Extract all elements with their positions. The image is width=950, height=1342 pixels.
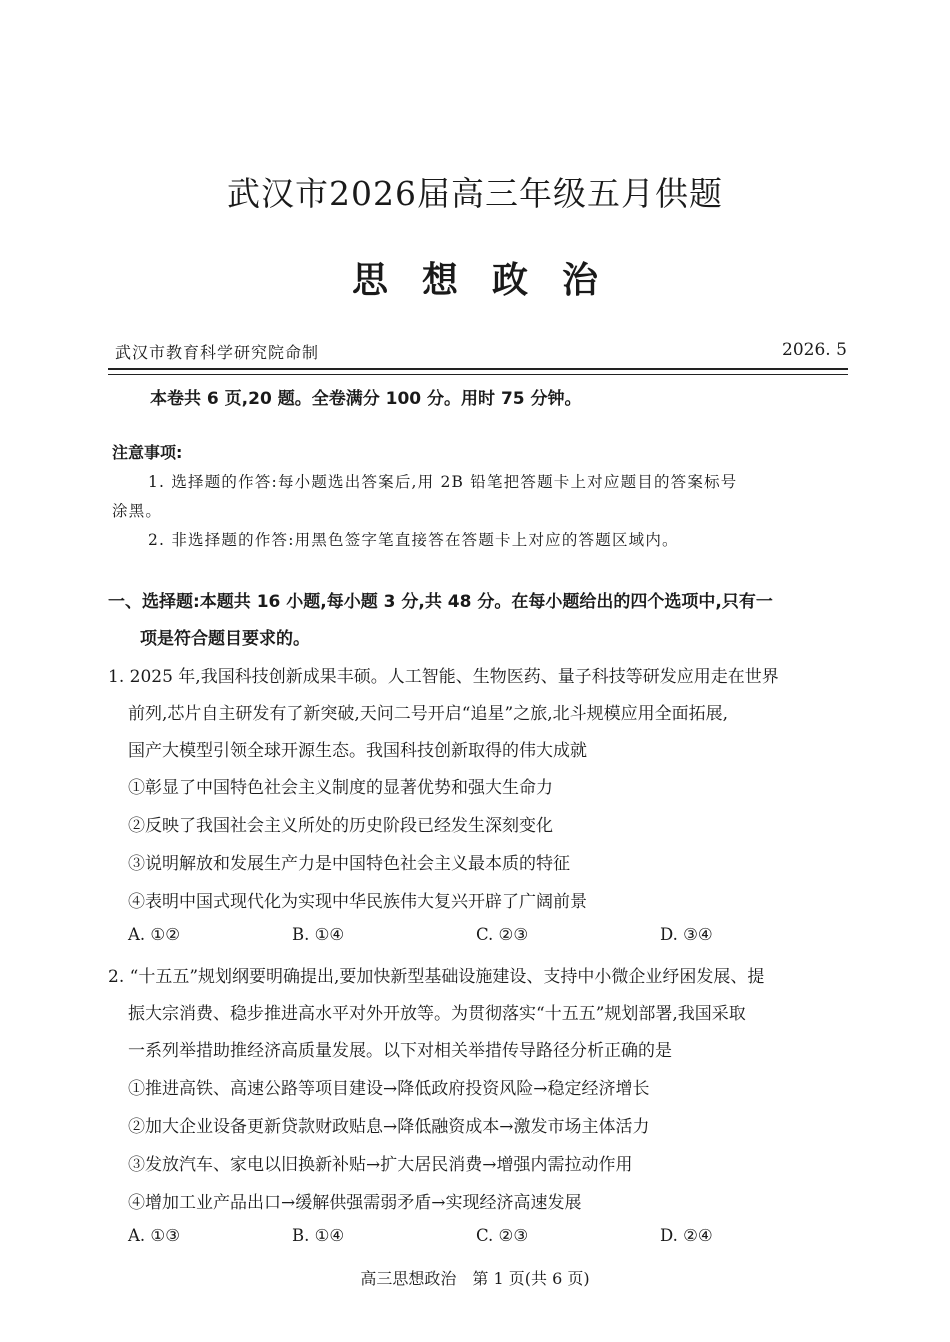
exam-date: 2026. 5: [782, 340, 847, 360]
question-1-choice-c: C. ②③: [476, 925, 529, 944]
question-2-statement: ②加大企业设备更新贷款财政贴息→降低融资成本→激发市场主体活力: [128, 1117, 650, 1137]
question-2-stem: 振大宗消费、稳步推进高水平对外开放等。为贯彻落实“十五五”规划部署,我国采取: [128, 1004, 746, 1024]
section-heading: 一、选择题:本题共 16 小题,每小题 3 分,共 48 分。在每小题给出的四个选项中,只有一: [108, 592, 773, 612]
question-2-choice-d: D. ②④: [660, 1226, 713, 1245]
header-rule-thin: [108, 374, 848, 375]
notice-item-2: 2. 非选择题的作答:用黑色签字笔直接答在答题卡上对应的答题区域内。: [148, 531, 679, 549]
question-2-choice-b: B. ①④: [292, 1226, 345, 1245]
notice-item-1: 1. 选择题的作答:每小题选出答案后,用 2B 铅笔把答题卡上对应题目的答案标号: [148, 473, 738, 491]
question-1-stem: 前列,芯片自主研发有了新突破,天问二号开启“追星”之旅,北斗规模应用全面拓展,: [128, 704, 728, 724]
question-2-stem: 2. “十五五”规划纲要明确提出,要加快新型基础设施建设、支持中小微企业纾困发展、提: [108, 967, 765, 987]
question-2-statement: ③发放汽车、家电以旧换新补贴→扩大居民消费→增强内需拉动作用: [128, 1155, 633, 1175]
question-1-choice-a: A. ①②: [128, 925, 180, 944]
question-2-choice-c: C. ②③: [476, 1226, 529, 1245]
question-1-statement: ①彰显了中国特色社会主义制度的显著优势和强大生命力: [128, 778, 553, 798]
page-footer: 高三思想政治 第 1 页(共 6 页): [360, 1269, 590, 1288]
question-2-statement: ①推进高铁、高速公路等项目建设→降低政府投资风险→稳定经济增长: [128, 1079, 650, 1099]
subject-title: 思想政治: [351, 260, 632, 301]
question-1-stem: 国产大模型引领全球开源生态。我国科技创新取得的伟大成就: [128, 741, 587, 761]
exam-info: 本卷共 6 页,20 题。全卷满分 100 分。用时 75 分钟。: [150, 389, 582, 409]
document-title: 武汉市2026届高三年级五月供题: [227, 174, 723, 213]
question-1-stem: 1. 2025 年,我国科技创新成果丰硕。人工智能、生物医药、量子科技等研发应用走在世界: [108, 667, 779, 687]
question-1-statement: ④表明中国式现代化为实现中华民族伟大复兴开辟了广阔前景: [128, 892, 587, 912]
question-1-statement: ③说明解放和发展生产力是中国特色社会主义最本质的特征: [128, 854, 570, 874]
notice-heading: 注意事项:: [112, 443, 183, 462]
question-2-statement: ④增加工业产品出口→缓解供强需弱矛盾→实现经济高速发展: [128, 1193, 582, 1213]
issuer: 武汉市教育科学研究院命制: [115, 343, 320, 362]
section-heading-cont: 项是符合题目要求的。: [140, 629, 310, 649]
question-2-choice-a: A. ①③: [128, 1226, 180, 1245]
header-rule-thick: [108, 368, 848, 370]
notice-item-1-cont: 涂黑。: [112, 502, 163, 520]
question-1-statement: ②反映了我国社会主义所处的历史阶段已经发生深刻变化: [128, 816, 553, 836]
question-2-stem: 一系列举措助推经济高质量发展。以下对相关举措传导路径分析正确的是: [128, 1041, 672, 1061]
question-1-choice-d: D. ③④: [660, 925, 713, 944]
question-1-choice-b: B. ①④: [292, 925, 345, 944]
